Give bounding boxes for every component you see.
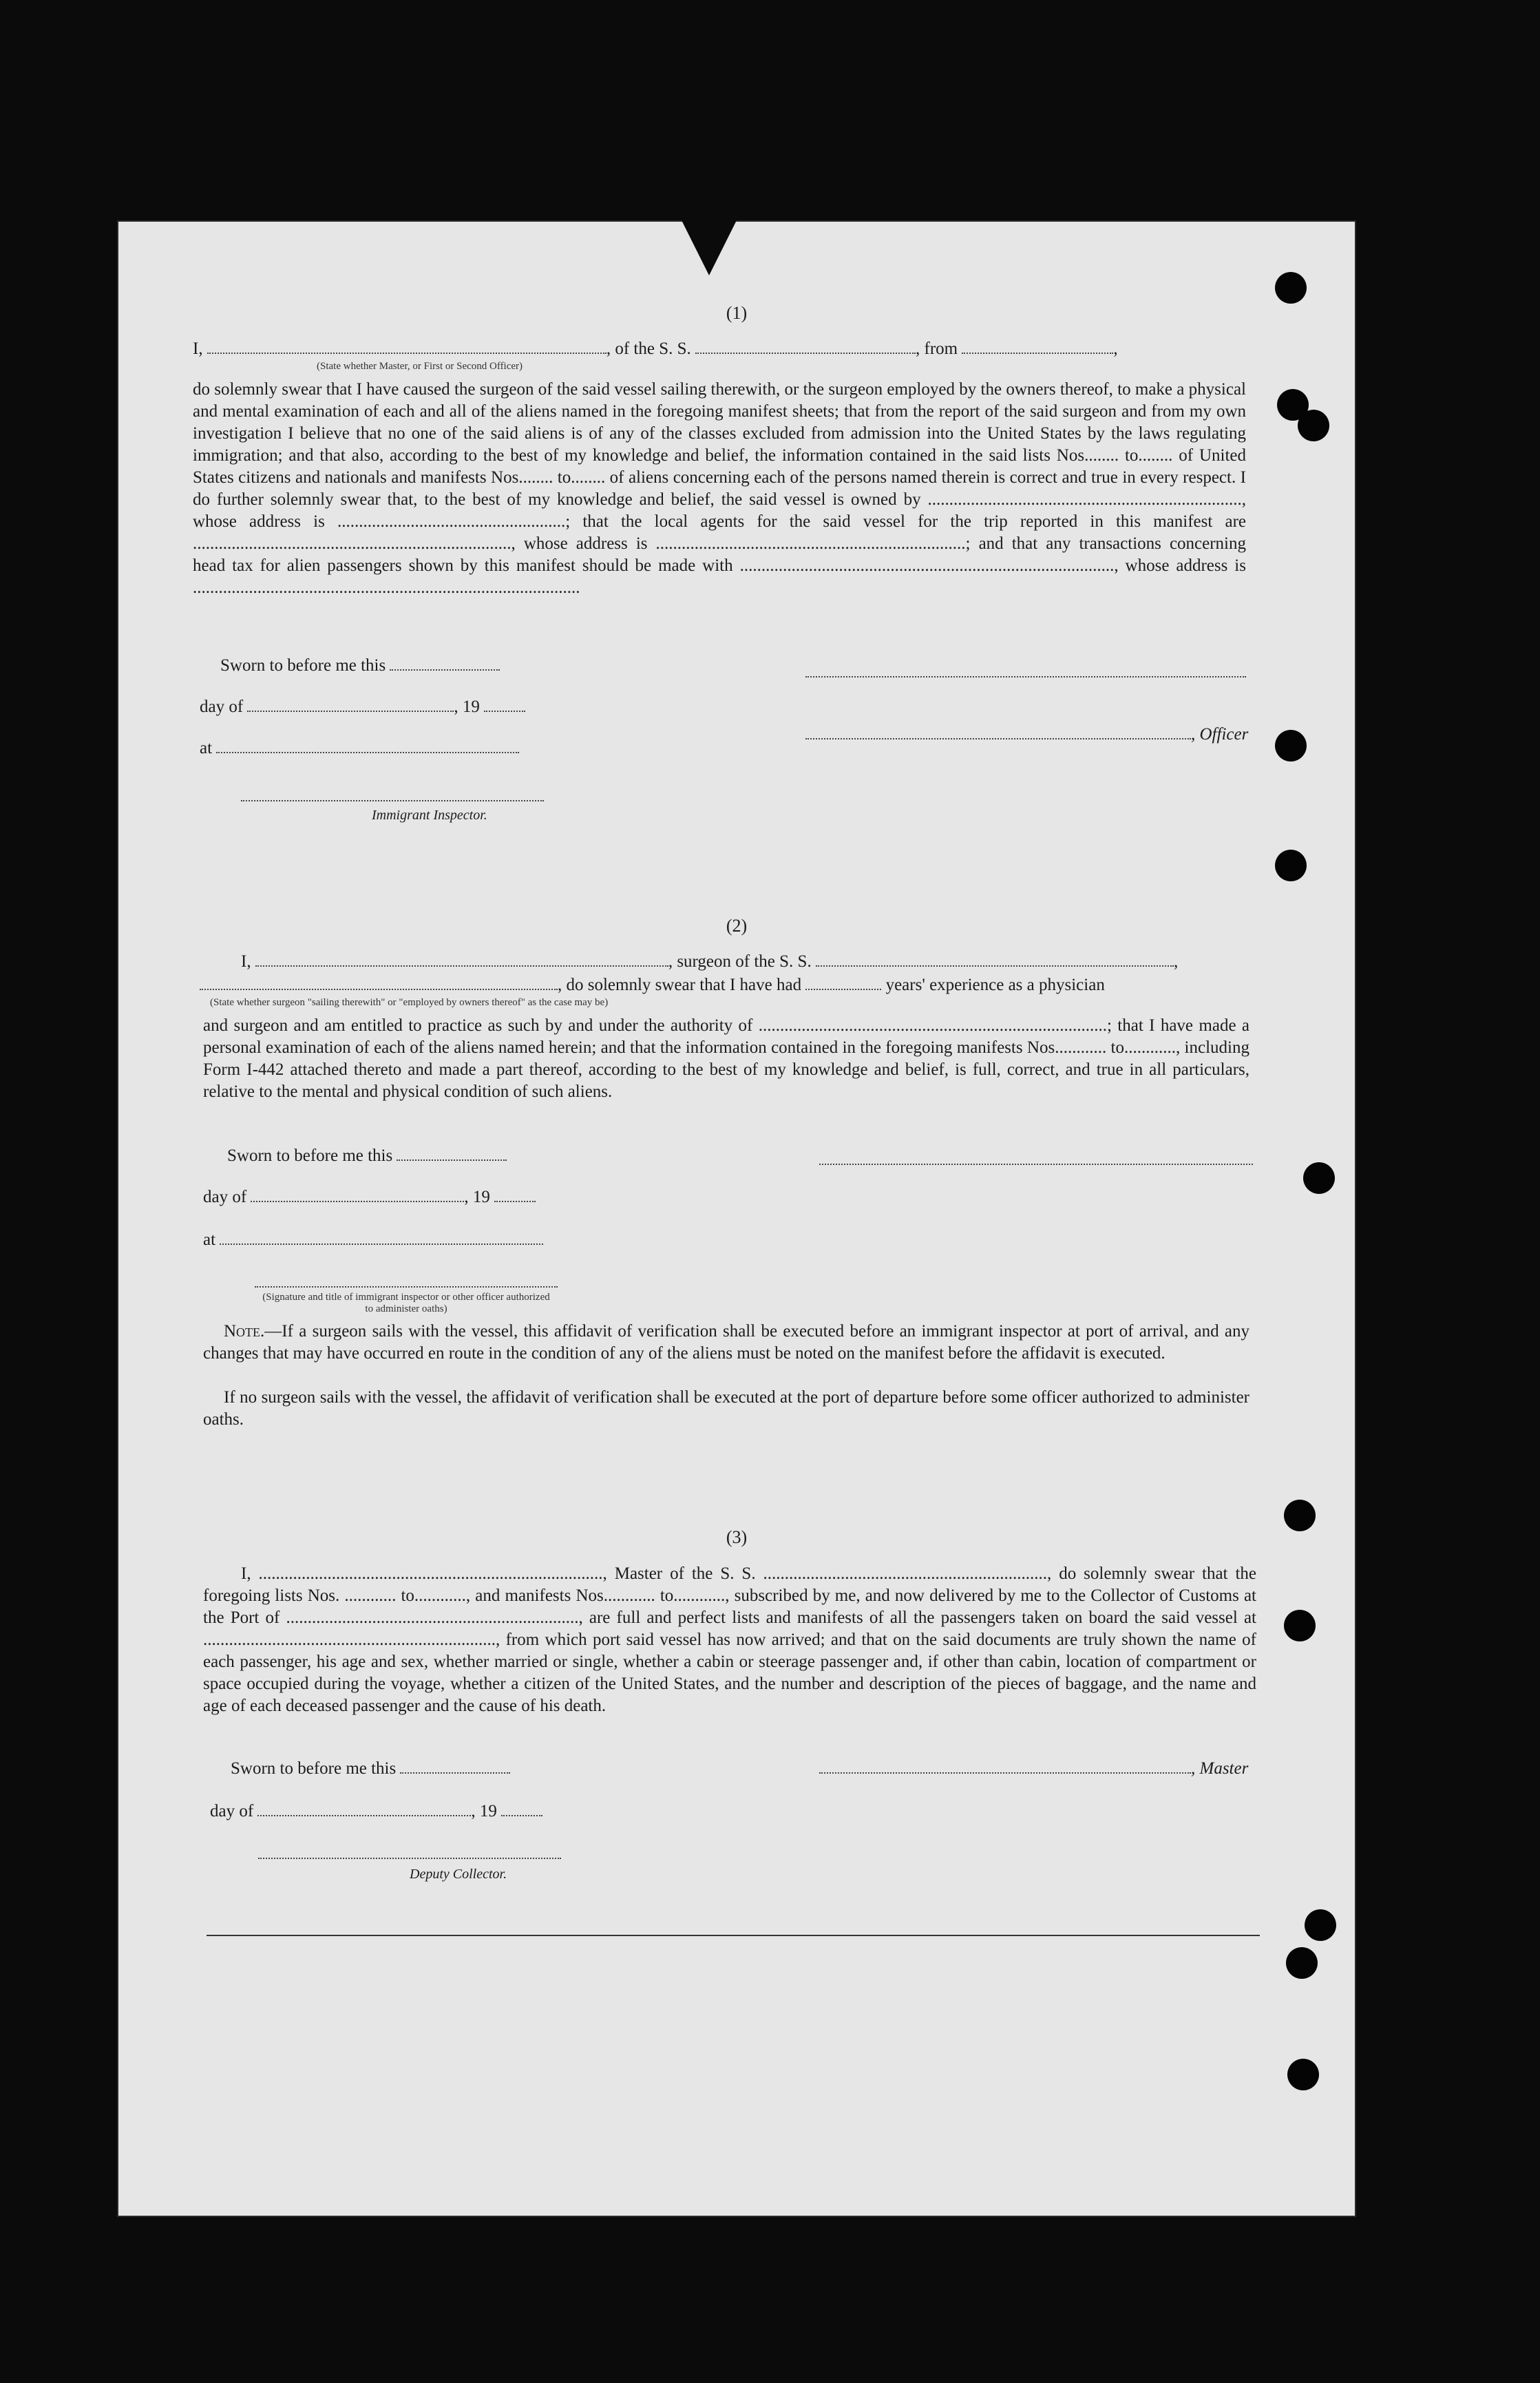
blank-field[interactable]	[962, 337, 1113, 354]
blank-field[interactable]	[207, 337, 606, 354]
text: I,	[193, 339, 203, 358]
blank-field[interactable]	[494, 1186, 536, 1202]
blank-field[interactable]	[251, 1186, 464, 1202]
s1-sworn	[220, 654, 500, 677]
text: day of	[200, 697, 244, 716]
text: day of	[203, 1188, 247, 1206]
section-1-caption: (State whether Master, or First or Second Officer)	[317, 361, 523, 372]
punch-hole	[1284, 1500, 1316, 1531]
blank-field[interactable]	[247, 695, 454, 712]
punch-hole	[1275, 272, 1307, 304]
text: , surgeon of the S. S.	[668, 952, 812, 971]
text: at	[203, 1230, 216, 1249]
punch-hole	[1287, 2059, 1319, 2090]
text: , do solemnly swear that I have had	[558, 976, 802, 994]
section-2-sig-caption: (Signature and title of immigrant inspector or other officer authorized to administer oaths)	[262, 1292, 550, 1314]
s3-sworn	[231, 1757, 510, 1780]
s1-day-of	[200, 695, 525, 718]
s3-day-of	[210, 1800, 542, 1823]
section-2-number: (2)	[726, 916, 748, 936]
text: , from	[916, 339, 958, 358]
s3-deputy: Deputy Collector.	[410, 1867, 507, 1882]
punch-hole	[1284, 1610, 1316, 1641]
section-3-number: (3)	[726, 1527, 748, 1547]
section-2-paragraph: and surgeon and am entitled to practice as such by and under the authority of .................................................................................; that I have made a personal examination of each of the aliens named herein; and that the information contained in the foregoing manifests Nos............ to............, including Form I-442 attached thereto and made a part thereof, according to the best of my knowledge and belief, is full, correct, and true in all particulars, relative to the mental and physical condition of such aliens.	[203, 1016, 1249, 1101]
s1-at	[200, 737, 519, 759]
blank-field[interactable]	[819, 1757, 1191, 1774]
text: , 19	[464, 1188, 490, 1206]
punch-hole	[1298, 410, 1329, 441]
inspector-line	[241, 800, 544, 801]
blank-field[interactable]	[255, 950, 668, 967]
blank-field[interactable]	[257, 1800, 471, 1816]
manifest-page	[117, 220, 1356, 2217]
text: , of the S. S.	[606, 339, 691, 358]
blank-field[interactable]	[805, 723, 1191, 739]
blank-field[interactable]	[484, 695, 525, 712]
blank-field[interactable]	[220, 1228, 543, 1245]
blank-field[interactable]	[216, 737, 519, 753]
blank-field[interactable]	[805, 974, 881, 990]
text: day of	[210, 1802, 254, 1820]
section-2-note2	[203, 1387, 1249, 1431]
punch-hole	[1286, 1947, 1318, 1979]
torn-notch	[682, 220, 737, 275]
section-1-line1	[193, 337, 1118, 360]
signature-line	[819, 1164, 1253, 1165]
deputy-line	[258, 1858, 561, 1859]
blank-field[interactable]	[397, 1144, 507, 1161]
note-text: —If a surgeon sails with the vessel, this affidavit of verification shall be executed before an immigrant inspector at port of arrival, and any changes that may have occurred en route in the condition of any of the aliens must be noted on the manifest before the affidavit is executed.	[203, 1322, 1249, 1363]
blank-field[interactable]	[695, 337, 916, 354]
section-3-paragraph: I, ................................................................................, Master of the S. S. .................................................................., do solemnly swear that the foregoing lists Nos. ............ to............, and manifests Nos............ to............, subscribed by me, and now delivered by me to the Collector of Customs at the Port of ...................................................................., are full and perfect lists and manifests of all the passengers taken on board the said vessel at ...................................................................., from which port said vessel has now arrived; and that on the said documents are truly shown the name of each passenger, his age and sex, whether married or single, whether a cabin or steerage passenger and, if other than cabin, location of compartment or space occupied during the voyage, whether a citizen of the United States, and the number and description of the pieces of baggage, and the name and age of each deceased passenger and the cause of his death.	[203, 1564, 1256, 1715]
punch-hole	[1275, 730, 1307, 762]
blank-field[interactable]	[400, 1757, 510, 1774]
s2-sworn	[227, 1144, 507, 1167]
note-label: Note.	[224, 1322, 265, 1341]
text: , Master	[1191, 1759, 1249, 1778]
punch-hole	[1305, 1909, 1336, 1941]
section-1-number: (1)	[726, 303, 748, 323]
text: ,	[1173, 952, 1179, 971]
note2-text: If no surgeon sails with the vessel, the affidavit of verification shall be executed at the port of departure before some officer authorized to administer oaths.	[203, 1388, 1249, 1429]
s2-day-of	[203, 1186, 536, 1208]
text: Sworn to before me this	[220, 656, 386, 675]
s3-master	[819, 1757, 1248, 1780]
text: at	[200, 739, 213, 757]
text: years' experience as a physician	[885, 976, 1105, 994]
text: , 19	[454, 697, 480, 716]
blank-field[interactable]	[390, 654, 500, 671]
blank-field[interactable]	[816, 950, 1174, 967]
section-2-line1	[241, 950, 1178, 973]
section-2-caption: (State whether surgeon "sailing therewith" or "employed by owners thereof" as the case may be)	[210, 997, 609, 1008]
text: , Officer	[1191, 725, 1249, 744]
s1-officer	[805, 723, 1248, 746]
text: Sworn to before me this	[227, 1146, 393, 1165]
text: Sworn to before me this	[231, 1759, 397, 1778]
text: I,	[241, 952, 251, 971]
text: ,	[1113, 339, 1118, 358]
blank-field[interactable]	[200, 974, 558, 990]
punch-hole	[1275, 850, 1307, 881]
bottom-divider	[207, 1935, 1260, 1936]
inspector-line	[255, 1286, 558, 1288]
signature-line	[805, 676, 1246, 678]
section-2-note	[203, 1321, 1249, 1365]
section-2-line2	[200, 974, 1105, 996]
punch-hole	[1303, 1162, 1335, 1194]
s1-inspector: Immigrant Inspector.	[372, 808, 487, 823]
text: , 19	[471, 1802, 497, 1820]
blank-field[interactable]	[501, 1800, 542, 1816]
s2-at	[203, 1228, 543, 1251]
section-1-paragraph: do solemnly swear that I have caused the surgeon of the said vessel sailing therewith, or the surgeon employed by the owners thereof, to make a physical and mental examination of each and all of the aliens named in the foregoing manifest sheets; that from the report of the said surgeon and from my own investigation I believe that no one of the said aliens is of any of the classes excluded from admission into the United States by the laws regulating immigration; and that also, according to the best of my knowledge and belief, the information contained in the said lists Nos........ to........ of United States citizens and nationals and manifests Nos........ to........ of aliens concerning each of the persons named therein is correct and true in every respect. I do further solemnly swear that, to the best of my knowledge and belief, the said vessel is owned by ........................................................................., whose address is .....................................................; that the local agents for the said vessel for the trip reported in this manifest are .........................................................................., whose address is ........................................................................; and that any transactions concerning head tax for alien passengers shown by this manifest should be made with ......................................................................................., whose address is ..........................................................................................	[193, 380, 1246, 597]
